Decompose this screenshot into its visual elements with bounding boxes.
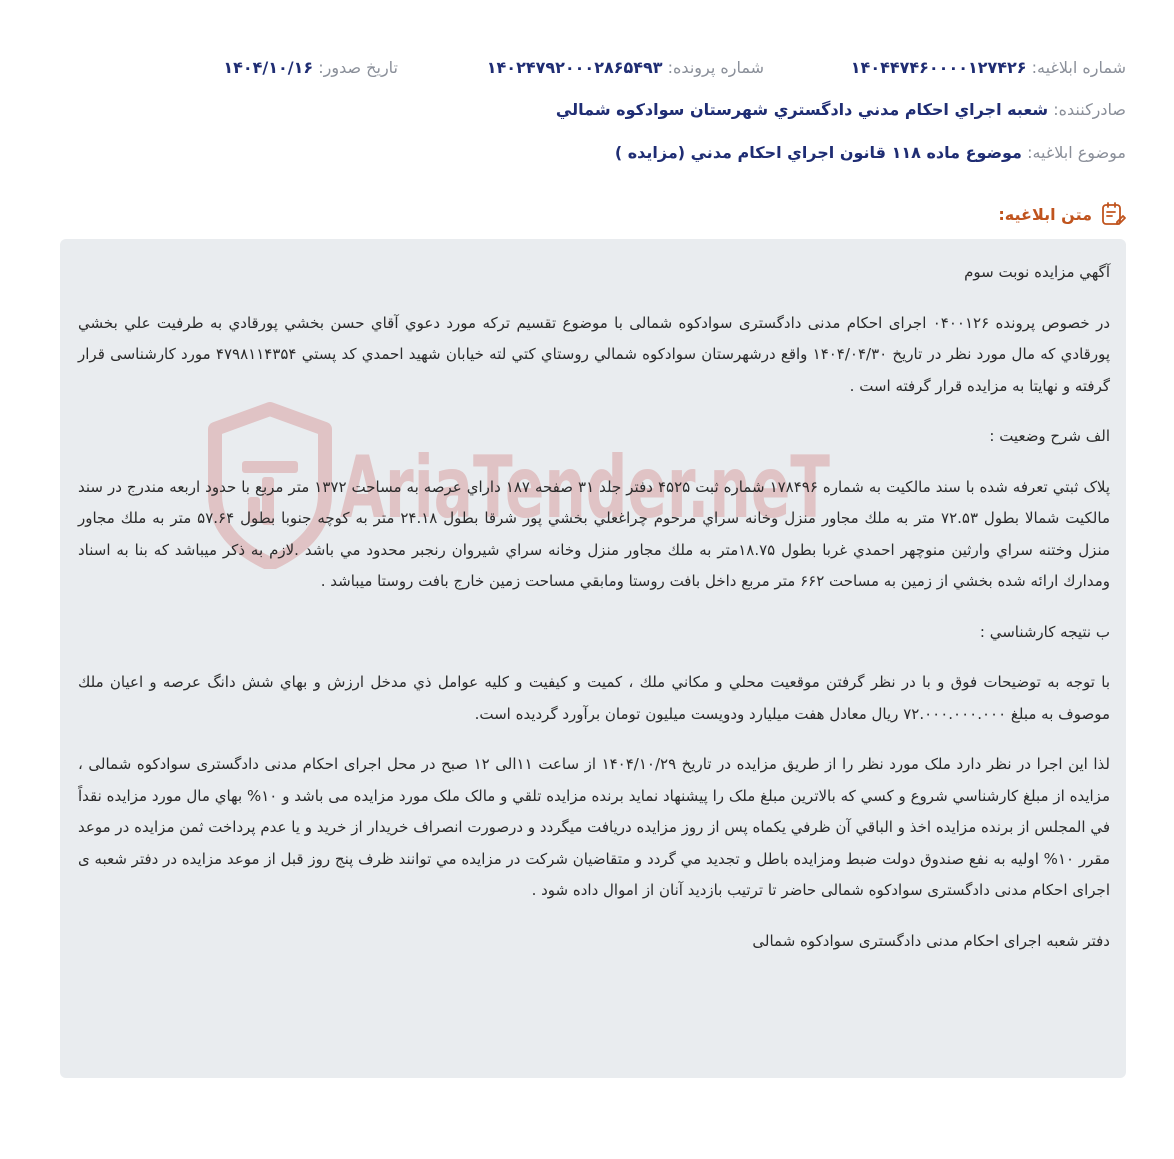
note-edit-icon xyxy=(1100,201,1126,227)
issue-date-value: ۱۴۰۴/۱۰/۱۶ xyxy=(223,58,314,77)
case-number-field xyxy=(487,58,764,77)
subject-label: موضوع ابلاغيه: xyxy=(1027,143,1126,162)
notice-paragraph-intro: در خصوص پرونده ۰۴۰۰۱۲۶ اجرای احکام مدنی دادگستری سوادکوه شمالی با موضوع تقسيم ترکه مورد دعوي آقاي حسن بخشي پورقادي به طرفيت علي بخشي پورقادي که مال مورد نظر در تاريخ ۱۴۰۴/۰۴/۳۰ واقع درشهرستان سوادکوه شمالي روستاي کتي لته خيابان شهيد احمدي کد پستي ۴۷۹۸۱۱۴۳۵۴ مورد کارشناسی قرار گرفته و نهايتا به مزايده قرار گرفته است . xyxy=(78,313,1110,395)
issuer-row xyxy=(48,100,1126,119)
section-alef-heading: الف شرح وضعيت : xyxy=(989,427,1110,445)
issue-date-field xyxy=(223,58,398,77)
section-be-heading: ب نتيجه کارشناسي : xyxy=(979,622,1110,641)
subject-row xyxy=(48,143,1126,162)
notice-paragraph-auction-terms: لذا اين اجرا در نظر دارد ملک مورد نظر را از طريق مزايده در تاريخ ۱۴۰۴/۱۰/۲۹ از ساعت ۱۱الی ۱۲ صبح در محل اجرای احکام مدنی دادگستری سوادکوه شمالی ، مزايده از مبلغ کارشناسي شروع و کسي که بالاترين مبلغ ملک را پيشنهاد نمايد برنده مزايده تلقي و مالک ملک مورد مزايده می باشد و ۱۰% بهاي مال مورد مزايده نقداً في المجلس از برنده مزايده اخذ و الباقي آن ظرفي يکماه پس از روز مزايده دريافت ميگردد و درصورت انصراف خريدار از خريد و يا عدم پرداخت ثمن مزايده در موعد مقرر ۱۰% اوليه به نفع صندوق دولت ضبط ومزايده باطل و تجديد مي گردد و متقاضيان شرکت در مزايده مي توانند ظرف پنج روز قبل از موعد مزايده در دفتر شعبه ی اجرای احکام مدنی دادگستری سوادکوه شمالی حاضر تا ترتيب بازديد آنان از اموال داده شود . xyxy=(78,755,1110,899)
section-title-text: متن ابلاغيه: xyxy=(998,204,1092,224)
notice-paragraph-status: پلاک ثبتي تعرفه شده با سند مالکيت به شماره ۱۷۸۴۹۶ شماره ثبت ۴۵۲۵ دفتر جلد ۳۱ صفحه ۱۸۷ داراي عرصه به مساحت ۱۳۷۲ متر مربع با حدود اربعه مندرج در سند مالکيت شمالا بطول ۷۲.۵۳ متر به ملك مجاور منزل وخانه سراي مرحوم چراغعلي بخشي پور شرقا بطول ۲۴.۱۸ متر به کوچه جنوبا بطول ۵۷.۶۴ متر به ملك مجاور منزل وختنه سراي وارثين منوچهر احمدي غربا بطول ۱۸.۷۵متر به ملك مجاور منزل وخانه سراي شيروان رنجبر محدود مي باشد .لازم به ذکر ميباشد که بنا به اسناد ومدارك ارائه شده بخشي از زمين به مساحت ۶۶۲ متر مربع داخل بافت روستا ومابقي مساحت زمين خارج بافت روستا ميباشد . xyxy=(78,477,1111,590)
subject-value: موضوع ماده ۱۱۸ قانون اجراي احکام مدني (مزايده ) xyxy=(614,143,1022,162)
watermark-text: AriaTender.neT xyxy=(340,438,831,538)
notice-text-card xyxy=(60,239,1126,1078)
notice-meta-row xyxy=(48,58,1126,82)
notice-body xyxy=(78,257,1110,957)
notice-number-value: ۱۴۰۴۴۷۴۶۰۰۰۰۱۲۷۴۲۶ xyxy=(850,58,1027,77)
notice-number-label: شماره ابلاغيه: xyxy=(1031,58,1126,77)
notice-text-section-title xyxy=(998,200,1126,228)
issuer-value: شعبه اجراي احکام مدني دادگستري شهرستان سوادکوه شمالي xyxy=(555,100,1049,119)
issue-date-label: تاريخ صدور: xyxy=(318,58,398,77)
notice-signature: دفتر شعبه اجرای احکام مدنی دادگستری سوادکوه شمالی xyxy=(752,931,1110,950)
case-number-label: شماره پرونده: xyxy=(667,58,764,77)
notice-heading: آگهي مزايده نوبت سوم xyxy=(964,263,1110,281)
notice-paragraph-appraisal: با توجه به توضيحات فوق و با در نظر گرفتن موقعيت محلي و مکاني ملك ، کميت و کيفيت و کليه عوامل ذي مدخل ارزش و بهاي شش دانگ عرصه و اعيان ملك موصوف به مبلغ ۷۲.۰۰۰.۰۰۰.۰۰۰ ريال معادل هفت ميليارد ودويست ميليون تومان برآورد گرديده است. xyxy=(78,673,1110,723)
notice-number-field xyxy=(851,58,1126,77)
case-number-value: ۱۴۰۲۴۷۹۲۰۰۰۲۸۶۵۴۹۳ xyxy=(486,58,663,77)
issuer-label: صادرکننده: xyxy=(1053,100,1126,119)
